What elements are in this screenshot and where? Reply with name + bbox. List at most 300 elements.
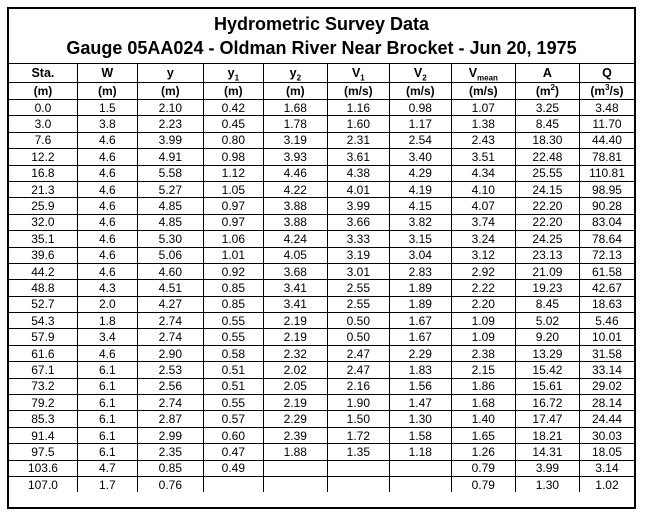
- column-header-v2: [389, 64, 451, 83]
- cell-a: 22.48: [515, 149, 579, 165]
- cell-vmean: 0.79: [451, 460, 515, 476]
- cell-q: 10.01: [579, 329, 634, 345]
- cell-vmean: 1.40: [451, 411, 515, 427]
- column-header-sta: [9, 64, 77, 83]
- cell-w: 1.8: [77, 313, 137, 329]
- cell-v2: 1.89: [389, 280, 451, 296]
- cell-sta: 79.2: [9, 395, 77, 411]
- column-header-label: V: [468, 66, 478, 80]
- cell-w: 6.1: [77, 427, 137, 443]
- cell-q: 44.40: [579, 132, 634, 148]
- column-unit-superscript: 2: [550, 83, 555, 92]
- cell-sta: 103.6: [9, 460, 77, 476]
- cell-y2: 4.24: [263, 231, 327, 247]
- cell-q: 110.81: [579, 165, 634, 181]
- cell-w: 3.8: [77, 116, 137, 132]
- cell-vmean: 2.22: [451, 280, 515, 296]
- cell-a: 3.99: [515, 460, 579, 476]
- cell-a: 25.55: [515, 165, 579, 181]
- cell-y: 2.74: [137, 313, 203, 329]
- cell-vmean: 1.09: [451, 313, 515, 329]
- table-row: [9, 263, 634, 279]
- cell-y1: 0.55: [203, 313, 263, 329]
- column-unit-v2: [389, 83, 451, 100]
- cell-a: 8.45: [515, 116, 579, 132]
- cell-a: 5.02: [515, 313, 579, 329]
- table-row: [9, 181, 634, 197]
- cell-y2: 3.41: [263, 280, 327, 296]
- cell-y: 4.85: [137, 214, 203, 230]
- cell-sta: 52.7: [9, 296, 77, 312]
- cell-sta: 54.3: [9, 313, 77, 329]
- table-row: [9, 395, 634, 411]
- cell-y2: 1.88: [263, 444, 327, 460]
- column-unit-label: (m/s): [405, 84, 435, 98]
- cell-vmean: 3.74: [451, 214, 515, 230]
- cell-vmean: 3.12: [451, 247, 515, 263]
- table-row: [9, 411, 634, 427]
- cell-v2: 4.29: [389, 165, 451, 181]
- cell-q: 78.64: [579, 231, 634, 247]
- table-row: [9, 313, 634, 329]
- cell-w: 6.1: [77, 395, 137, 411]
- column-unit-tail: ): [554, 84, 559, 98]
- column-header-subscript: 2: [422, 73, 427, 83]
- cell-vmean: 1.09: [451, 329, 515, 345]
- cell-v1: 2.55: [327, 296, 389, 312]
- title-block: [9, 9, 634, 63]
- column-header-label: Sta.: [31, 66, 55, 80]
- cell-w: 4.6: [77, 181, 137, 197]
- column-header-subscript: 2: [296, 73, 302, 83]
- header-row-labels: [9, 64, 634, 83]
- cell-a: 22.20: [515, 214, 579, 230]
- column-header-label: V: [351, 66, 361, 80]
- cell-w: 4.6: [77, 247, 137, 263]
- cell-w: 6.1: [77, 378, 137, 394]
- cell-q: 18.63: [579, 296, 634, 312]
- cell-y: 5.30: [137, 231, 203, 247]
- cell-q: 30.03: [579, 427, 634, 443]
- cell-y1: 0.97: [203, 214, 263, 230]
- cell-v2: 3.82: [389, 214, 451, 230]
- cell-a: 23.13: [515, 247, 579, 263]
- cell-q: 3.48: [579, 100, 634, 116]
- cell-y2: [263, 476, 327, 492]
- cell-y1: 0.55: [203, 329, 263, 345]
- column-header-label: Q: [602, 66, 612, 80]
- cell-y2: 1.68: [263, 100, 327, 116]
- cell-a: 14.31: [515, 444, 579, 460]
- column-header-q: [579, 64, 634, 83]
- cell-a: 21.09: [515, 263, 579, 279]
- cell-v2: 3.15: [389, 231, 451, 247]
- cell-v1: 1.16: [327, 100, 389, 116]
- cell-y: 2.56: [137, 378, 203, 394]
- cell-sta: 91.4: [9, 427, 77, 443]
- cell-a: 9.20: [515, 329, 579, 345]
- cell-v2: 3.04: [389, 247, 451, 263]
- cell-w: 4.7: [77, 460, 137, 476]
- cell-w: 4.6: [77, 263, 137, 279]
- cell-y1: 0.51: [203, 362, 263, 378]
- cell-sta: 107.0: [9, 476, 77, 492]
- cell-v1: 2.55: [327, 280, 389, 296]
- cell-v2: 4.15: [389, 198, 451, 214]
- cell-w: 4.6: [77, 214, 137, 230]
- page-title: Hydrometric Survey Data: [213, 14, 430, 34]
- cell-y2: 3.41: [263, 296, 327, 312]
- cell-v1: [327, 460, 389, 476]
- cell-y1: 0.51: [203, 378, 263, 394]
- cell-v2: 1.89: [389, 296, 451, 312]
- cell-v2: 1.47: [389, 395, 451, 411]
- column-unit-label: (m): [97, 84, 117, 98]
- cell-y2: 3.88: [263, 198, 327, 214]
- cell-sta: 57.9: [9, 329, 77, 345]
- table-row: [9, 165, 634, 181]
- cell-y2: 3.93: [263, 149, 327, 165]
- cell-y: 2.10: [137, 100, 203, 116]
- cell-vmean: 1.65: [451, 427, 515, 443]
- cell-q: 29.02: [579, 378, 634, 394]
- cell-sta: 48.8: [9, 280, 77, 296]
- cell-sta: 67.1: [9, 362, 77, 378]
- cell-v2: [389, 476, 451, 492]
- table-row: [9, 100, 634, 116]
- cell-v2: 1.58: [389, 427, 451, 443]
- cell-v2: 1.56: [389, 378, 451, 394]
- cell-y1: 0.92: [203, 263, 263, 279]
- cell-sta: 16.8: [9, 165, 77, 181]
- table-row: [9, 116, 634, 132]
- cell-v2: [389, 460, 451, 476]
- cell-y2: 3.19: [263, 132, 327, 148]
- cell-a: 8.45: [515, 296, 579, 312]
- table-body: [9, 100, 634, 493]
- table-row: [9, 378, 634, 394]
- cell-y2: 2.19: [263, 313, 327, 329]
- table-row: [9, 362, 634, 378]
- cell-y1: 1.12: [203, 165, 263, 181]
- cell-v1: 2.47: [327, 345, 389, 361]
- cell-y1: 1.01: [203, 247, 263, 263]
- cell-v1: 3.33: [327, 231, 389, 247]
- column-unit-label: (m: [535, 84, 551, 98]
- column-unit-label: (m): [33, 84, 53, 98]
- column-header-w: [77, 64, 137, 83]
- cell-q: 90.28: [579, 198, 634, 214]
- cell-w: 1.7: [77, 476, 137, 492]
- cell-y: 4.85: [137, 198, 203, 214]
- cell-v1: 2.16: [327, 378, 389, 394]
- table-row: [9, 231, 634, 247]
- cell-w: 6.1: [77, 411, 137, 427]
- cell-y2: 3.88: [263, 214, 327, 230]
- cell-y: 0.76: [137, 476, 203, 492]
- column-header-label: A: [542, 66, 552, 80]
- column-unit-w: [77, 83, 137, 100]
- cell-sta: 21.3: [9, 181, 77, 197]
- cell-a: 3.25: [515, 100, 579, 116]
- cell-vmean: 2.15: [451, 362, 515, 378]
- cell-y: 5.58: [137, 165, 203, 181]
- cell-w: 4.6: [77, 231, 137, 247]
- column-unit-tail: /s): [609, 84, 624, 98]
- cell-y2: 4.46: [263, 165, 327, 181]
- cell-y2: 2.32: [263, 345, 327, 361]
- cell-y2: 2.19: [263, 329, 327, 345]
- cell-v1: 1.35: [327, 444, 389, 460]
- cell-vmean: 4.34: [451, 165, 515, 181]
- cell-v2: 2.54: [389, 132, 451, 148]
- cell-y1: [203, 476, 263, 492]
- column-header-subscript: 1: [234, 73, 240, 83]
- cell-y1: 0.60: [203, 427, 263, 443]
- cell-w: 2.0: [77, 296, 137, 312]
- column-header-subscript: mean: [477, 73, 498, 83]
- cell-w: 4.6: [77, 345, 137, 361]
- column-header-y1: [203, 64, 263, 83]
- cell-a: 15.61: [515, 378, 579, 394]
- cell-y1: 0.80: [203, 132, 263, 148]
- survey-table: [9, 63, 634, 492]
- column-unit-y2: [263, 83, 327, 100]
- column-header-y2: [263, 64, 327, 83]
- cell-q: 78.81: [579, 149, 634, 165]
- cell-v2: 1.67: [389, 313, 451, 329]
- table-row: [9, 345, 634, 361]
- cell-sta: 73.2: [9, 378, 77, 394]
- table-row: [9, 427, 634, 443]
- cell-v1: 4.01: [327, 181, 389, 197]
- column-unit-superscript: 3: [605, 83, 610, 92]
- cell-a: 17.47: [515, 411, 579, 427]
- cell-v1: [327, 476, 389, 492]
- cell-v2: 1.83: [389, 362, 451, 378]
- cell-sta: 85.3: [9, 411, 77, 427]
- cell-sta: 25.9: [9, 198, 77, 214]
- cell-y: 2.99: [137, 427, 203, 443]
- cell-v1: 1.60: [327, 116, 389, 132]
- cell-y: 4.27: [137, 296, 203, 312]
- cell-y2: 1.78: [263, 116, 327, 132]
- cell-sta: 39.6: [9, 247, 77, 263]
- cell-y: 2.87: [137, 411, 203, 427]
- cell-y2: 2.02: [263, 362, 327, 378]
- cell-w: 4.6: [77, 198, 137, 214]
- cell-v1: 2.31: [327, 132, 389, 148]
- cell-q: 33.14: [579, 362, 634, 378]
- cell-v2: 1.67: [389, 329, 451, 345]
- cell-y: 5.27: [137, 181, 203, 197]
- cell-v1: 0.50: [327, 313, 389, 329]
- cell-v2: 1.17: [389, 116, 451, 132]
- cell-sta: 44.2: [9, 263, 77, 279]
- cell-w: 6.1: [77, 444, 137, 460]
- cell-vmean: 2.43: [451, 132, 515, 148]
- cell-y1: 0.47: [203, 444, 263, 460]
- cell-w: 1.5: [77, 100, 137, 116]
- cell-v2: 3.40: [389, 149, 451, 165]
- cell-vmean: 1.68: [451, 395, 515, 411]
- page-subtitle: Gauge 05AA024 - Oldman River Near Brocket - Jun 20, 1975: [66, 38, 577, 58]
- cell-sta: 61.6: [9, 345, 77, 361]
- cell-vmean: 1.07: [451, 100, 515, 116]
- cell-y1: 0.58: [203, 345, 263, 361]
- cell-v1: 2.47: [327, 362, 389, 378]
- table-row: [9, 214, 634, 230]
- cell-v1: 1.90: [327, 395, 389, 411]
- cell-y2: 4.05: [263, 247, 327, 263]
- column-unit-label: (m: [590, 84, 606, 98]
- column-unit-sta: [9, 83, 77, 100]
- column-header-y: [137, 64, 203, 83]
- cell-y: 0.85: [137, 460, 203, 476]
- column-unit-v1: [327, 83, 389, 100]
- cell-a: 16.72: [515, 395, 579, 411]
- table-row: [9, 280, 634, 296]
- cell-y: 2.74: [137, 329, 203, 345]
- cell-v2: 0.98: [389, 100, 451, 116]
- table-row: [9, 132, 634, 148]
- cell-vmean: 2.20: [451, 296, 515, 312]
- cell-y: 5.06: [137, 247, 203, 263]
- table-row: [9, 444, 634, 460]
- cell-a: 24.15: [515, 181, 579, 197]
- column-unit-label: (m): [285, 84, 305, 98]
- cell-q: 83.04: [579, 214, 634, 230]
- table-row: [9, 247, 634, 263]
- cell-q: 31.58: [579, 345, 634, 361]
- cell-v1: 3.01: [327, 263, 389, 279]
- cell-y: 2.53: [137, 362, 203, 378]
- cell-vmean: 0.79: [451, 476, 515, 492]
- column-unit-y: [137, 83, 203, 100]
- table-row: [9, 329, 634, 345]
- cell-v1: 1.50: [327, 411, 389, 427]
- cell-vmean: 2.38: [451, 345, 515, 361]
- cell-y1: 1.05: [203, 181, 263, 197]
- cell-y: 4.60: [137, 263, 203, 279]
- cell-y1: 0.85: [203, 296, 263, 312]
- cell-y2: 2.05: [263, 378, 327, 394]
- cell-sta: 32.0: [9, 214, 77, 230]
- cell-sta: 97.5: [9, 444, 77, 460]
- cell-y: 2.23: [137, 116, 203, 132]
- cell-y: 2.35: [137, 444, 203, 460]
- cell-w: 4.6: [77, 149, 137, 165]
- cell-y2: 2.29: [263, 411, 327, 427]
- cell-v1: 1.72: [327, 427, 389, 443]
- cell-a: 1.30: [515, 476, 579, 492]
- cell-y2: 2.39: [263, 427, 327, 443]
- table-row: [9, 198, 634, 214]
- cell-q: 18.05: [579, 444, 634, 460]
- cell-sta: 12.2: [9, 149, 77, 165]
- table-row: [9, 460, 634, 476]
- cell-a: 15.42: [515, 362, 579, 378]
- table-row: [9, 149, 634, 165]
- column-header-a: [515, 64, 579, 83]
- survey-data-sheet: [7, 7, 636, 509]
- cell-v1: 0.50: [327, 329, 389, 345]
- column-header-label: V: [413, 66, 423, 80]
- cell-sta: 0.0: [9, 100, 77, 116]
- cell-a: 19.23: [515, 280, 579, 296]
- column-unit-q: [579, 83, 634, 100]
- column-unit-a: [515, 83, 579, 100]
- cell-y1: 1.06: [203, 231, 263, 247]
- cell-q: 24.44: [579, 411, 634, 427]
- cell-q: 42.67: [579, 280, 634, 296]
- cell-w: 4.6: [77, 165, 137, 181]
- cell-vmean: 1.86: [451, 378, 515, 394]
- cell-a: 18.30: [515, 132, 579, 148]
- cell-y2: 2.19: [263, 395, 327, 411]
- column-header-label: y: [289, 66, 297, 80]
- cell-vmean: 2.92: [451, 263, 515, 279]
- cell-a: 24.25: [515, 231, 579, 247]
- cell-y1: 0.42: [203, 100, 263, 116]
- cell-q: 1.02: [579, 476, 634, 492]
- column-header-label: W: [101, 66, 114, 80]
- cell-y: 2.74: [137, 395, 203, 411]
- cell-a: 13.29: [515, 345, 579, 361]
- cell-y1: 0.57: [203, 411, 263, 427]
- cell-y2: 3.68: [263, 263, 327, 279]
- cell-sta: 7.6: [9, 132, 77, 148]
- column-unit-label: (m/s): [468, 84, 498, 98]
- cell-q: 72.13: [579, 247, 634, 263]
- cell-y2: 4.22: [263, 181, 327, 197]
- cell-w: 4.6: [77, 132, 137, 148]
- cell-v2: 4.19: [389, 181, 451, 197]
- table-row: [9, 296, 634, 312]
- cell-y: 4.91: [137, 149, 203, 165]
- column-header-v1: [327, 64, 389, 83]
- cell-y1: 0.45: [203, 116, 263, 132]
- cell-q: 28.14: [579, 395, 634, 411]
- cell-vmean: 3.24: [451, 231, 515, 247]
- cell-q: 98.95: [579, 181, 634, 197]
- cell-w: 4.3: [77, 280, 137, 296]
- column-unit-label: (m): [224, 84, 243, 98]
- cell-v2: 1.30: [389, 411, 451, 427]
- cell-a: 22.20: [515, 198, 579, 214]
- cell-v2: 1.18: [389, 444, 451, 460]
- cell-y1: 0.55: [203, 395, 263, 411]
- cell-a: 18.21: [515, 427, 579, 443]
- column-header-label: y: [227, 66, 235, 80]
- cell-y2: [263, 460, 327, 476]
- column-unit-y1: [203, 83, 263, 100]
- column-unit-label: (m): [160, 84, 180, 98]
- cell-q: 11.70: [579, 116, 634, 132]
- cell-sta: 35.1: [9, 231, 77, 247]
- cell-sta: 3.0: [9, 116, 77, 132]
- column-unit-label: (m/s): [344, 84, 373, 98]
- column-header-subscript: 1: [360, 73, 365, 83]
- cell-vmean: 4.10: [451, 181, 515, 197]
- cell-y1: 0.98: [203, 149, 263, 165]
- cell-v1: 3.61: [327, 149, 389, 165]
- cell-w: 3.4: [77, 329, 137, 345]
- cell-vmean: 4.07: [451, 198, 515, 214]
- cell-v2: 2.29: [389, 345, 451, 361]
- cell-y1: 0.85: [203, 280, 263, 296]
- cell-y: 3.99: [137, 132, 203, 148]
